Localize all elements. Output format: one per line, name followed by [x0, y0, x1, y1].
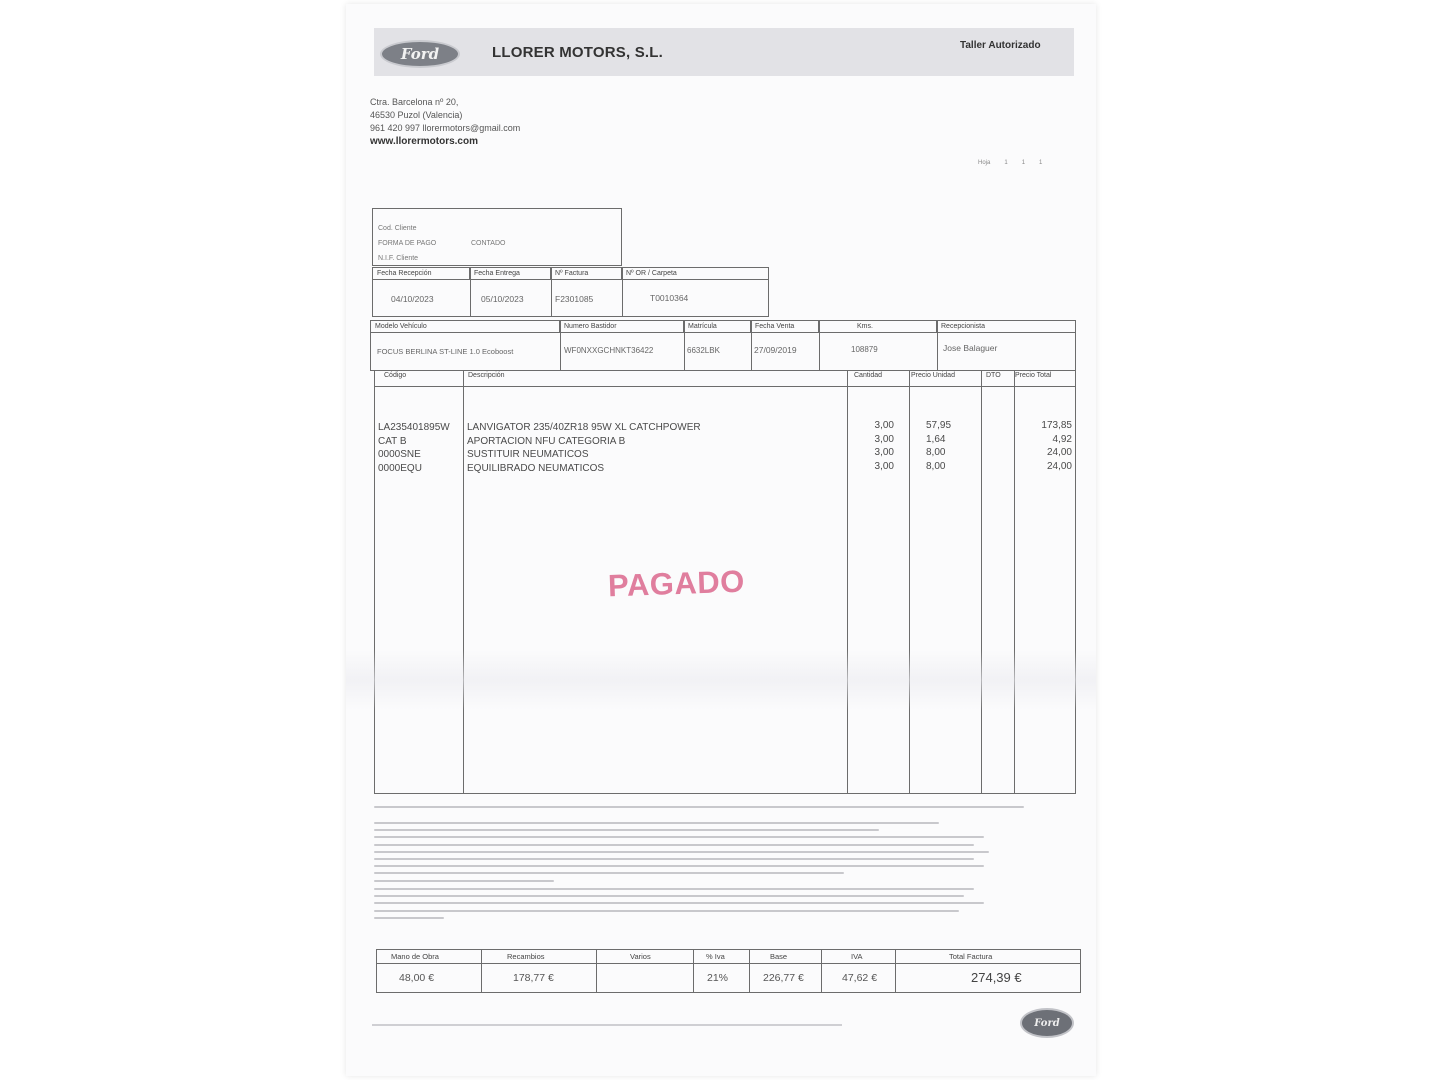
quantity-column	[862, 419, 894, 473]
table-header: Modelo Vehículo	[371, 321, 560, 333]
registry-footer	[372, 1024, 842, 1026]
ford-logo: Ford	[380, 40, 460, 68]
parts-total: 178,77 €	[513, 972, 554, 984]
table-header: Fecha Entrega	[470, 268, 551, 280]
page-value: 1	[1004, 160, 1008, 166]
total-column	[1030, 419, 1072, 473]
table-cell: SUSTITUIR NEUMATICOS	[467, 449, 589, 460]
legal-text-block	[374, 888, 1034, 924]
table-cell: 3,00	[874, 460, 894, 472]
table-header: Nº OR / Carpeta	[622, 268, 769, 280]
vehicle-table	[370, 320, 1076, 371]
unit-price-column	[926, 419, 951, 473]
scan-artifact	[346, 650, 1096, 710]
table-cell: EQUILIBRADO NEUMATICOS	[467, 462, 605, 474]
work-order-number: T0010364	[650, 293, 689, 303]
table-cell: 3,00	[874, 433, 894, 445]
company-address	[370, 96, 520, 148]
table-cell: 8,00	[926, 447, 946, 458]
totals-header: IVA	[851, 952, 863, 961]
table-cell: LANVIGATOR 235/40ZR18 95W XL CATCHPOWER	[467, 422, 701, 433]
vehicle-model: FOCUS BERLINA ST-LINE 1.0 Ecoboost	[377, 347, 514, 356]
page-label: Hoja	[978, 160, 991, 166]
address-line: 46530 Puzol (Valencia)	[370, 110, 463, 120]
table-header: Recepcionista	[937, 321, 1076, 333]
table-cell: 1,64	[926, 433, 946, 445]
invoice-info-table	[372, 267, 769, 317]
labor-total: 48,00 €	[399, 972, 435, 984]
company-name: LLORER MOTORS, S.L.	[492, 44, 664, 61]
column-header-discount: DTO	[986, 372, 1001, 379]
totals-header: Total Factura	[949, 952, 993, 961]
page-value: 1	[1039, 160, 1043, 166]
legal-text-block	[374, 806, 1034, 813]
descriptions-column	[467, 421, 701, 475]
reception-date: 04/10/2023	[391, 294, 434, 304]
table-cell: 3,00	[874, 447, 894, 458]
receptionist: Jose Balaguer	[943, 343, 998, 353]
table-header: Fecha Recepción	[373, 268, 470, 280]
client-code-label: Cod. Cliente	[378, 225, 417, 232]
totals-header: Mano de Obra	[391, 952, 439, 961]
table-cell: 4,92	[1052, 433, 1072, 445]
totals-header: Varios	[630, 952, 651, 961]
table-header: Matrícula	[684, 321, 751, 333]
table-header: Fecha Venta	[751, 321, 819, 333]
payment-method-label: FORMA DE PAGO	[378, 240, 437, 247]
vat-amount: 47,62 €	[842, 972, 878, 984]
codes-column	[378, 421, 450, 475]
ford-badge-icon: Ford	[1020, 1008, 1074, 1038]
totals-table	[376, 949, 1081, 993]
column-header-code: Código	[384, 372, 407, 379]
page-value: 1	[1021, 160, 1026, 166]
client-nif-label: N.I.F. Cliente	[378, 255, 419, 262]
invoice-total: 274,39 €	[971, 970, 1022, 985]
table-header: Numero Bastidor	[560, 321, 684, 333]
table-cell: APORTACION NFU CATEGORIA B	[467, 435, 626, 447]
totals-header: Base	[770, 952, 788, 961]
license-plate: 6632LBK	[687, 346, 720, 355]
table-cell: LA235401895W	[378, 422, 450, 433]
table-cell: 3,00	[874, 420, 894, 431]
column-header-quantity: Cantidad	[854, 372, 883, 379]
totals-header: % Iva	[706, 952, 725, 961]
website: www.llorermotors.com	[370, 136, 478, 147]
table-cell: 173,85	[1041, 420, 1072, 431]
table-cell: CAT B	[378, 435, 407, 447]
tagline: Taller Autorizado	[960, 40, 1041, 51]
client-box	[372, 208, 622, 266]
tax-base: 226,77 €	[763, 972, 804, 984]
table-cell: 8,00	[926, 460, 946, 472]
totals-header: Recambios	[507, 952, 545, 961]
table-header: Kms.	[819, 321, 937, 333]
column-header-unit-price: Precio Unidad	[911, 372, 955, 379]
legal-text-block	[374, 822, 1034, 887]
table-header: Nº Factura	[551, 268, 622, 280]
vin-number: WF0NXXGCHNKT36422	[564, 346, 654, 355]
sale-date: 27/09/2019	[754, 345, 797, 355]
address-line: Ctra. Barcelona nº 20,	[370, 97, 459, 107]
invoice-number: F2301085	[555, 294, 594, 304]
column-header-total: Precio Total	[1015, 372, 1052, 379]
paid-stamp: PAGADO	[607, 563, 746, 604]
payment-method-value: CONTADO	[471, 240, 506, 247]
table-cell: 0000EQU	[378, 462, 422, 474]
column-header-description: Descripción	[468, 372, 505, 379]
kilometers: 108879	[851, 345, 878, 354]
table-cell: 0000SNE	[378, 449, 421, 460]
page-number	[978, 160, 1042, 166]
table-cell: 24,00	[1046, 447, 1072, 458]
vat-percent: 21%	[707, 972, 729, 984]
header-bar	[374, 28, 1074, 76]
delivery-date: 05/10/2023	[481, 294, 524, 304]
table-cell: 57,95	[926, 420, 952, 431]
table-cell: 24,00	[1046, 460, 1072, 472]
address-contact: 961 420 997 llorermotors@gmail.com	[370, 123, 521, 133]
